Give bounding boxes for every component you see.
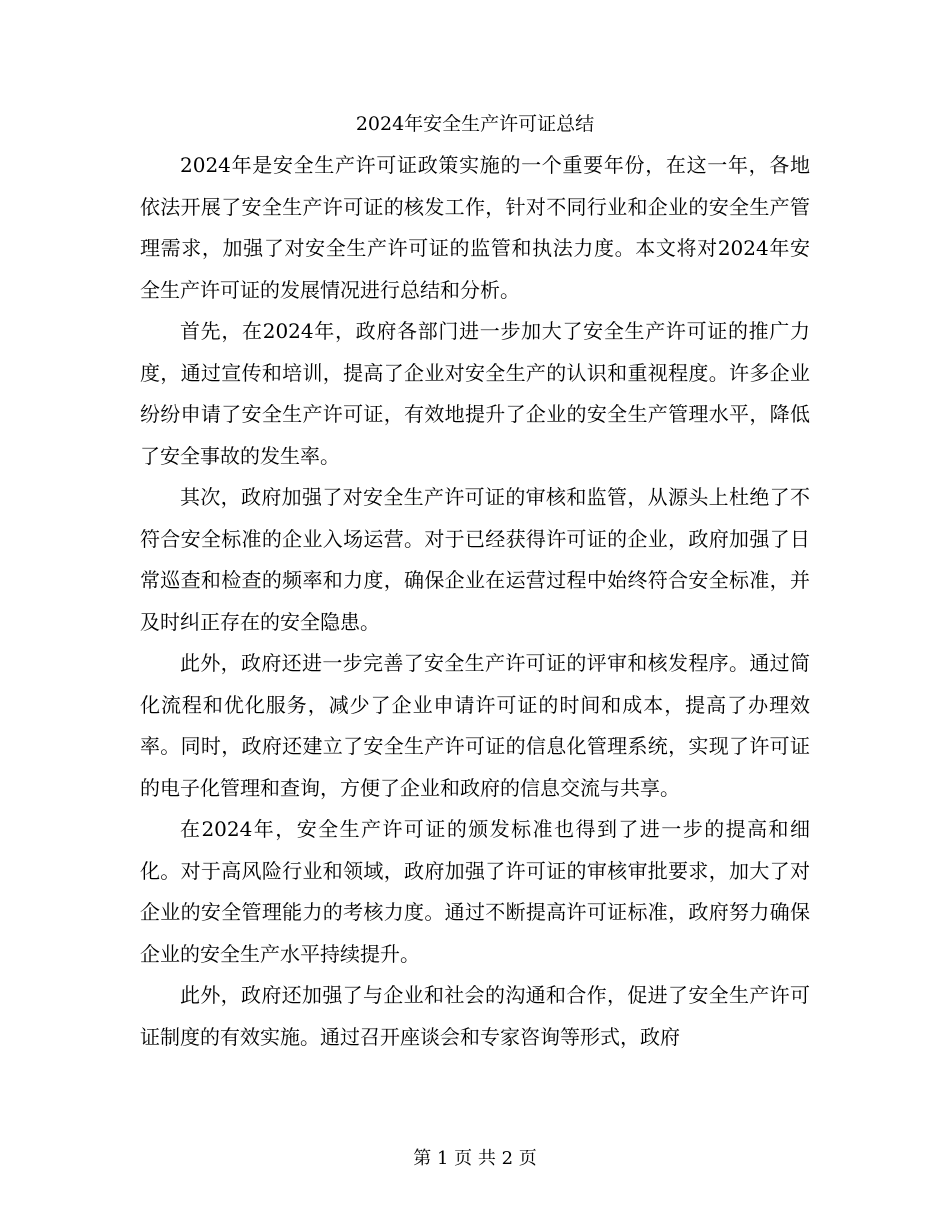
paragraph-2: 首先，在2024年，政府各部门进一步加大了安全生产许可证的推广力度，通过宣传和培训，提高了企业对安全生产的认识和重视程度。许多企业纷纷申请了安全生产许可证，有效地提升了企业的安全生产管理水平，降低了安全事故的发生率。 xyxy=(140,319,810,468)
paragraph-3: 其次，政府加强了对安全生产许可证的审核和监管，从源头上杜绝了不符合安全标准的企业入场运营。对于已经获得许可证的企业，政府加强了日常巡查和检查的频率和力度，确保企业在运营过程中始终符合安全标准，并及时纠正存在的安全隐患。 xyxy=(140,485,810,634)
paragraph-1: 2024年是安全生产许可证政策实施的一个重要年份，在这一年，各地依法开展了安全生产许可证的核发工作，针对不同行业和企业的安全生产管理需求，加强了对安全生产许可证的监管和执法力度。本文将对2024年安全生产许可证的发展情况进行总结和分析。 xyxy=(140,153,810,302)
paragraph-6: 此外，政府还加强了与企业和社会的沟通和合作，促进了安全生产许可证制度的有效实施。通过召开座谈会和专家咨询等形式，政府 xyxy=(140,983,810,1049)
page-footer: 第 1 页 共 2 页 xyxy=(413,1148,537,1169)
document-body xyxy=(140,145,810,1058)
paragraph-5: 在2024年，安全生产许可证的颁发标准也得到了进一步的提高和细化。对于高风险行业和领域，政府加强了许可证的审核审批要求，加大了对企业的安全管理能力的考核力度。通过不断提高许可证标准，政府努力确保企业的安全生产水平持续提升。 xyxy=(140,817,810,966)
document-title: 2024年安全生产许可证总结 xyxy=(355,113,595,135)
paragraph-4: 此外，政府还进一步完善了安全生产许可证的评审和核发程序。通过简化流程和优化服务，减少了企业申请许可证的时间和成本，提高了办理效率。同时，政府还建立了安全生产许可证的信息化管理系统，实现了许可证的电子化管理和查询，方便了企业和政府的信息交流与共享。 xyxy=(140,651,810,800)
